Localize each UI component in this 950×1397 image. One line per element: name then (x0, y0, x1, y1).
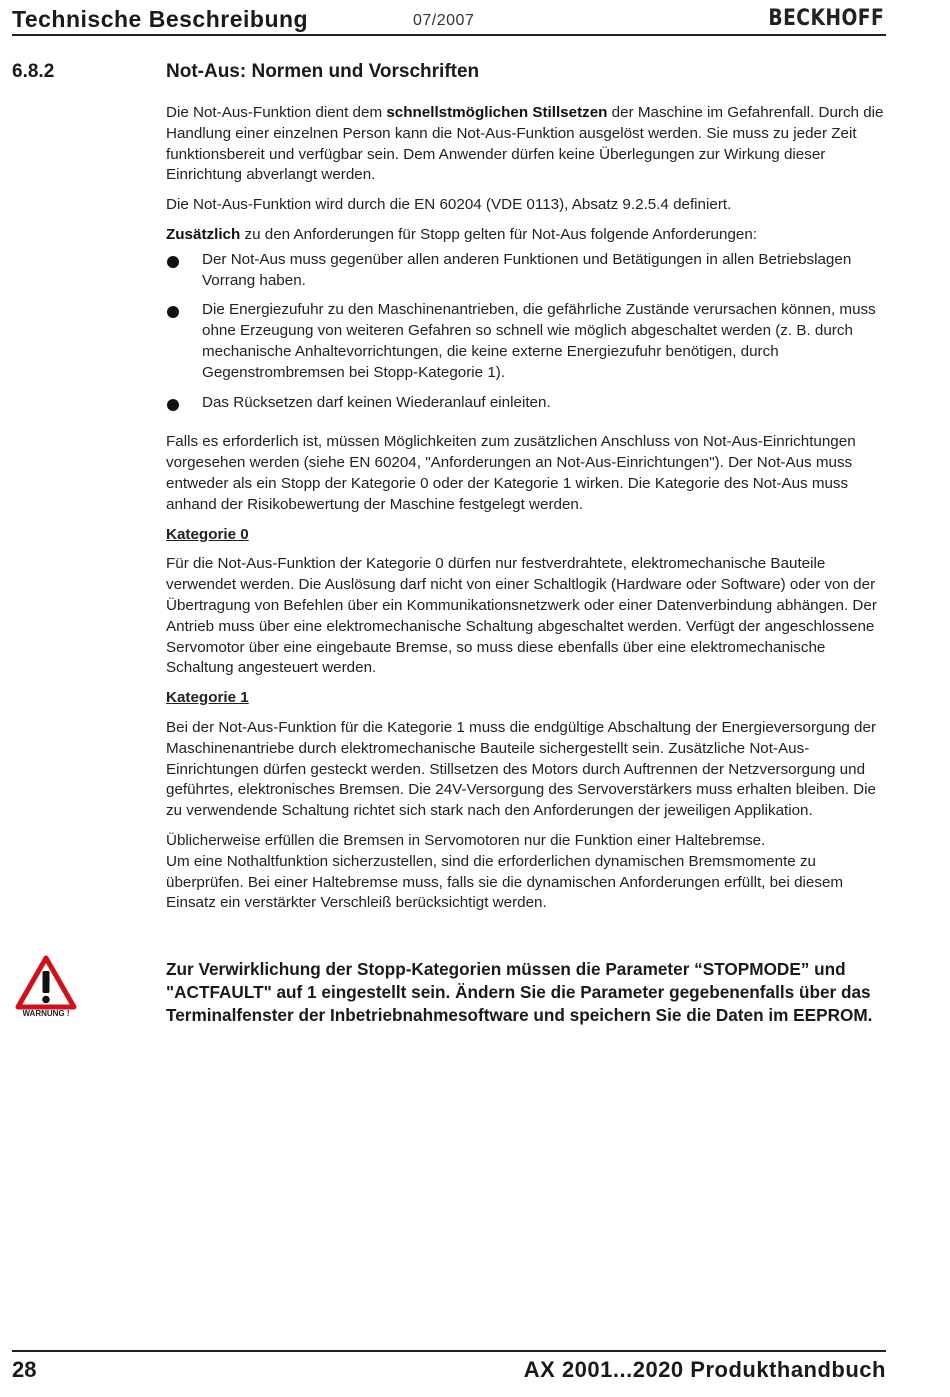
footer-title: AX 2001...2020 Produkthandbuch (523, 1357, 886, 1382)
list-item (166, 250, 886, 292)
kategorie-0-heading: Kategorie 0 (166, 525, 249, 543)
bullet-dot (167, 256, 179, 268)
section-title: Not-Aus: Normen und Vorschriften (166, 61, 480, 82)
brake-paragraph (166, 831, 886, 914)
warning-text: Zur Verwirklichung der Stopp-Kategorien müssen die Parameter “STOPMODE” und "ACTFAULT" auf 1 eingestellt sein. Ändern Sie die Parameter gegebenenfalls über das Terminalfenster der Inbetriebnahmesoftware und speichern Sie die Daten im EEPROM. (166, 959, 873, 1025)
intro-text-bold: schnellstmöglichen Stillsetzen (386, 104, 608, 121)
brake-line-1: Üblicherweise erfüllen die Bremsen in Servomotoren nur die Funktion einer Haltebremse. (166, 831, 766, 849)
list-item-text: Der Not-Aus muss gegenüber allen anderen Funktionen und Betätigungen in allen Betriebslagen Vorrang haben. (202, 250, 852, 289)
beckhoff-logo: BECKHOFF (768, 6, 884, 31)
bullet-dot (167, 399, 179, 411)
norm-paragraph: Die Not-Aus-Funktion wird durch die EN 60204 (VDE 0113), Absatz 9.2.5.4 definiert. (166, 196, 732, 214)
intro-paragraph (166, 103, 886, 186)
header-title: Technische Beschreibung (12, 6, 309, 32)
section-number: 6.8.2 (12, 61, 55, 82)
intro-text-c: der Maschine im Gefahrenfall. Durch die Handlung einer einzelnen Person kann die Not-Aus-Funktion ausgelöst werden. Sie muss zu jeder Zeit funktionsbereit und verfügbar sein. Dem Anwender dürfen keine Überlegungen zur Wirkung dieser Einrichtung abverlangt werden. (166, 104, 884, 184)
requirements-text: zu den Anforderungen für Stopp gelten für Not-Aus folgende Anforderungen: (240, 225, 758, 243)
list-item-text: Das Rücksetzen darf keinen Wiederanlauf einleiten. (202, 393, 551, 411)
intro-text-a: Die Not-Aus-Funktion dient dem (166, 104, 387, 121)
requirements-list (166, 250, 886, 414)
list-item-text: Die Energiezufuhr zu den Maschinenantrieben, die gefährliche Zustände verursachen können, muss ohne Erzeugung von weiteren Gefahren so schnell wie möglich abgeschaltet werden (z. B. durch mechanische Anhaltevorrichtungen, die keine externe Energiezufuhr benötigen, durch Gegenstrombremsen bei Stopp-Kategorie 1). (202, 301, 876, 381)
footer-rule (12, 1350, 886, 1352)
kategorie-0-text: Für die Not-Aus-Funktion der Kategorie 0 dürfen nur festverdrahtete, elektromechanische Bauteile verwendet werden. Die Auslösung darf nicht von einer Schaltlogik (Hardware oder Software) oder von der Übertragung von Befehlen über ein Kommunikationsnetzwerk oder einer Datenverbindung abhängen. Der Antrieb muss über eine elektromechanische Schaltung abgeschaltet werden. Verfügt der angeschlossene Servomotor über eine eingebaute Bremse, so muss diese ebenfalls über eine elektromechanische Schaltung angesteuert werden. (166, 555, 877, 677)
bullet-dot (167, 306, 179, 318)
requirements-bold: Zusätzlich (166, 225, 241, 243)
requirements-intro (166, 225, 886, 246)
list-item (166, 300, 886, 383)
kategorie-1-text: Bei der Not-Aus-Funktion für die Kategorie 1 muss die endgültige Abschaltung der Energieversorgung der Maschinenantriebe durch elektromechanische Bauteile sichergestellt sein. Zusätzliche Not-Aus-Einrichtungen dürfen gesteckt werden. Stillsetzen des Motors durch Auftrennen der Netzversorgung und geführtes, elektronisches Bremsen. Die 24V-Versorgung des Servoverstärkers muss erhalten bleiben. Die zu verwendende Schaltung richtet sich stark nach den Anforderungen der jeweiligen Applikation. (166, 718, 877, 820)
kategorie-1-heading: Kategorie 1 (166, 689, 249, 707)
header-date: 07/2007 (413, 12, 475, 29)
category-paragraph: Falls es erforderlich ist, müssen Möglichkeiten zum zusätzlichen Anschluss von Not-Aus-Einrichtungen vorgesehen werden (siehe EN 60204, "Anforderungen an Not-Aus-Einrichtungen"). Der Not-Aus muss entweder als ein Stopp der Kategorie 0 oder der Kategorie 1 wirken. Die Kategorie des Not-Aus muss anhand der Risikobewertung der Maschine festgelegt werden. (166, 433, 856, 513)
brake-line-2: Um eine Nothaltfunktion sicherzustellen, sind die erforderlichen dynamischen Bremsmomente zu überprüfen. Bei einer Haltebremse muss, falls sie die dynamischen Anforderungen erfüllt, bei diesem Einsatz ein verstärkter Verschleiß berücksichtigt werden. (166, 852, 844, 912)
header-rule (12, 34, 886, 36)
list-item (166, 393, 886, 414)
page-number: 28 (12, 1357, 37, 1382)
spacer (166, 422, 886, 432)
main-content (166, 103, 886, 923)
warning-label: WARNUNG ! (22, 1009, 70, 1018)
